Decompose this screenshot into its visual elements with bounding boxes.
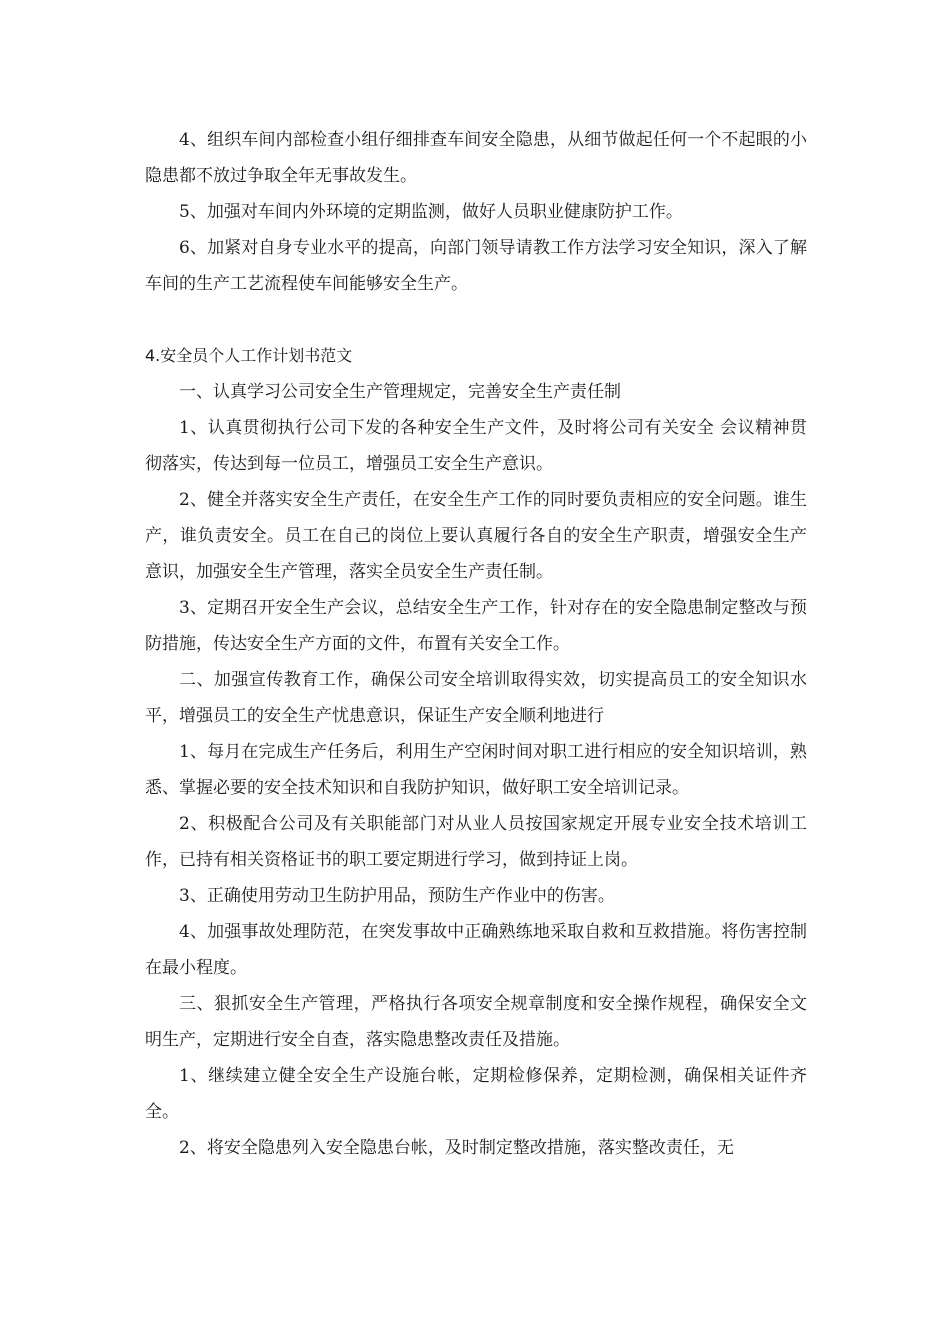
paragraph: 1、每月在完成生产任务后，利用生产空闲时间对职工进行相应的安全知识培训，熟悉、掌握必要的安全技术知识和自我防护知识，做好职工安全培训记录。 [145, 742, 807, 798]
paragraph: 4、加强事故处理防范，在突发事故中正确熟练地采取自救和互救措施。将伤害控制在最小程度。 [145, 922, 807, 978]
paragraph: 3、正确使用劳动卫生防护用品，预防生产作业中的伤害。 [179, 886, 615, 906]
paragraph: 2、健全并落实安全生产责任，在安全生产工作的同时要负责相应的安全问题。谁生产，谁负责安全。员工在自己的岗位上要认真履行各自的安全生产职责，增强安全生产意识，加强安全生产管理，落实全员安全生产责任制。 [145, 490, 807, 582]
section-two-title: 二、加强宣传教育工作，确保公司安全培训取得实效，切实提高员工的安全知识水平，增强员工的安全生产忧患意识，保证生产安全顺利地进行 [145, 670, 807, 726]
section-three-title: 三、狠抓安全生产管理，严格执行各项安全规章制度和安全操作规程，确保安全文明生产，定期进行安全自查，落实隐患整改责任及措施。 [145, 994, 807, 1050]
paragraph: 1、继续建立健全安全生产设施台帐，定期检修保养，定期检测，确保相关证件齐全。 [145, 1066, 807, 1122]
paragraph: 3、定期召开安全生产会议，总结安全生产工作，针对存在的安全隐患制定整改与预防措施，传达安全生产方面的文件，布置有关安全工作。 [145, 598, 807, 654]
section-heading: 4.安全员个人工作计划书范文 [145, 346, 353, 365]
paragraph-item-4: 4、组织车间内部检查小组仔细排查车间安全隐患，从细节做起任何一个不起眼的小隐患都不放过争取全年无事故发生。 [145, 130, 807, 186]
document-body [145, 122, 807, 1166]
section-one-title: 一、认真学习公司安全生产管理规定，完善安全生产责任制 [179, 382, 621, 402]
paragraph-item-6: 6、加紧对自身专业水平的提高，向部门领导请教工作方法学习安全知识，深入了解车间的生产工艺流程使车间能够安全生产。 [145, 238, 807, 294]
paragraph-item-5: 5、加强对车间内外环境的定期监测，做好人员职业健康防护工作。 [179, 202, 683, 222]
paragraph: 2、将安全隐患列入安全隐患台帐，及时制定整改措施，落实整改责任，无 [179, 1138, 734, 1158]
paragraph: 1、认真贯彻执行公司下发的各种安全生产文件，及时将公司有关安全 会议精神贯彻落实，传达到每一位员工，增强员工安全生产意识。 [145, 418, 807, 474]
paragraph: 2、积极配合公司及有关职能部门对从业人员按国家规定开展专业安全技术培训工作，已持有相关资格证书的职工要定期进行学习，做到持证上岗。 [145, 814, 807, 870]
